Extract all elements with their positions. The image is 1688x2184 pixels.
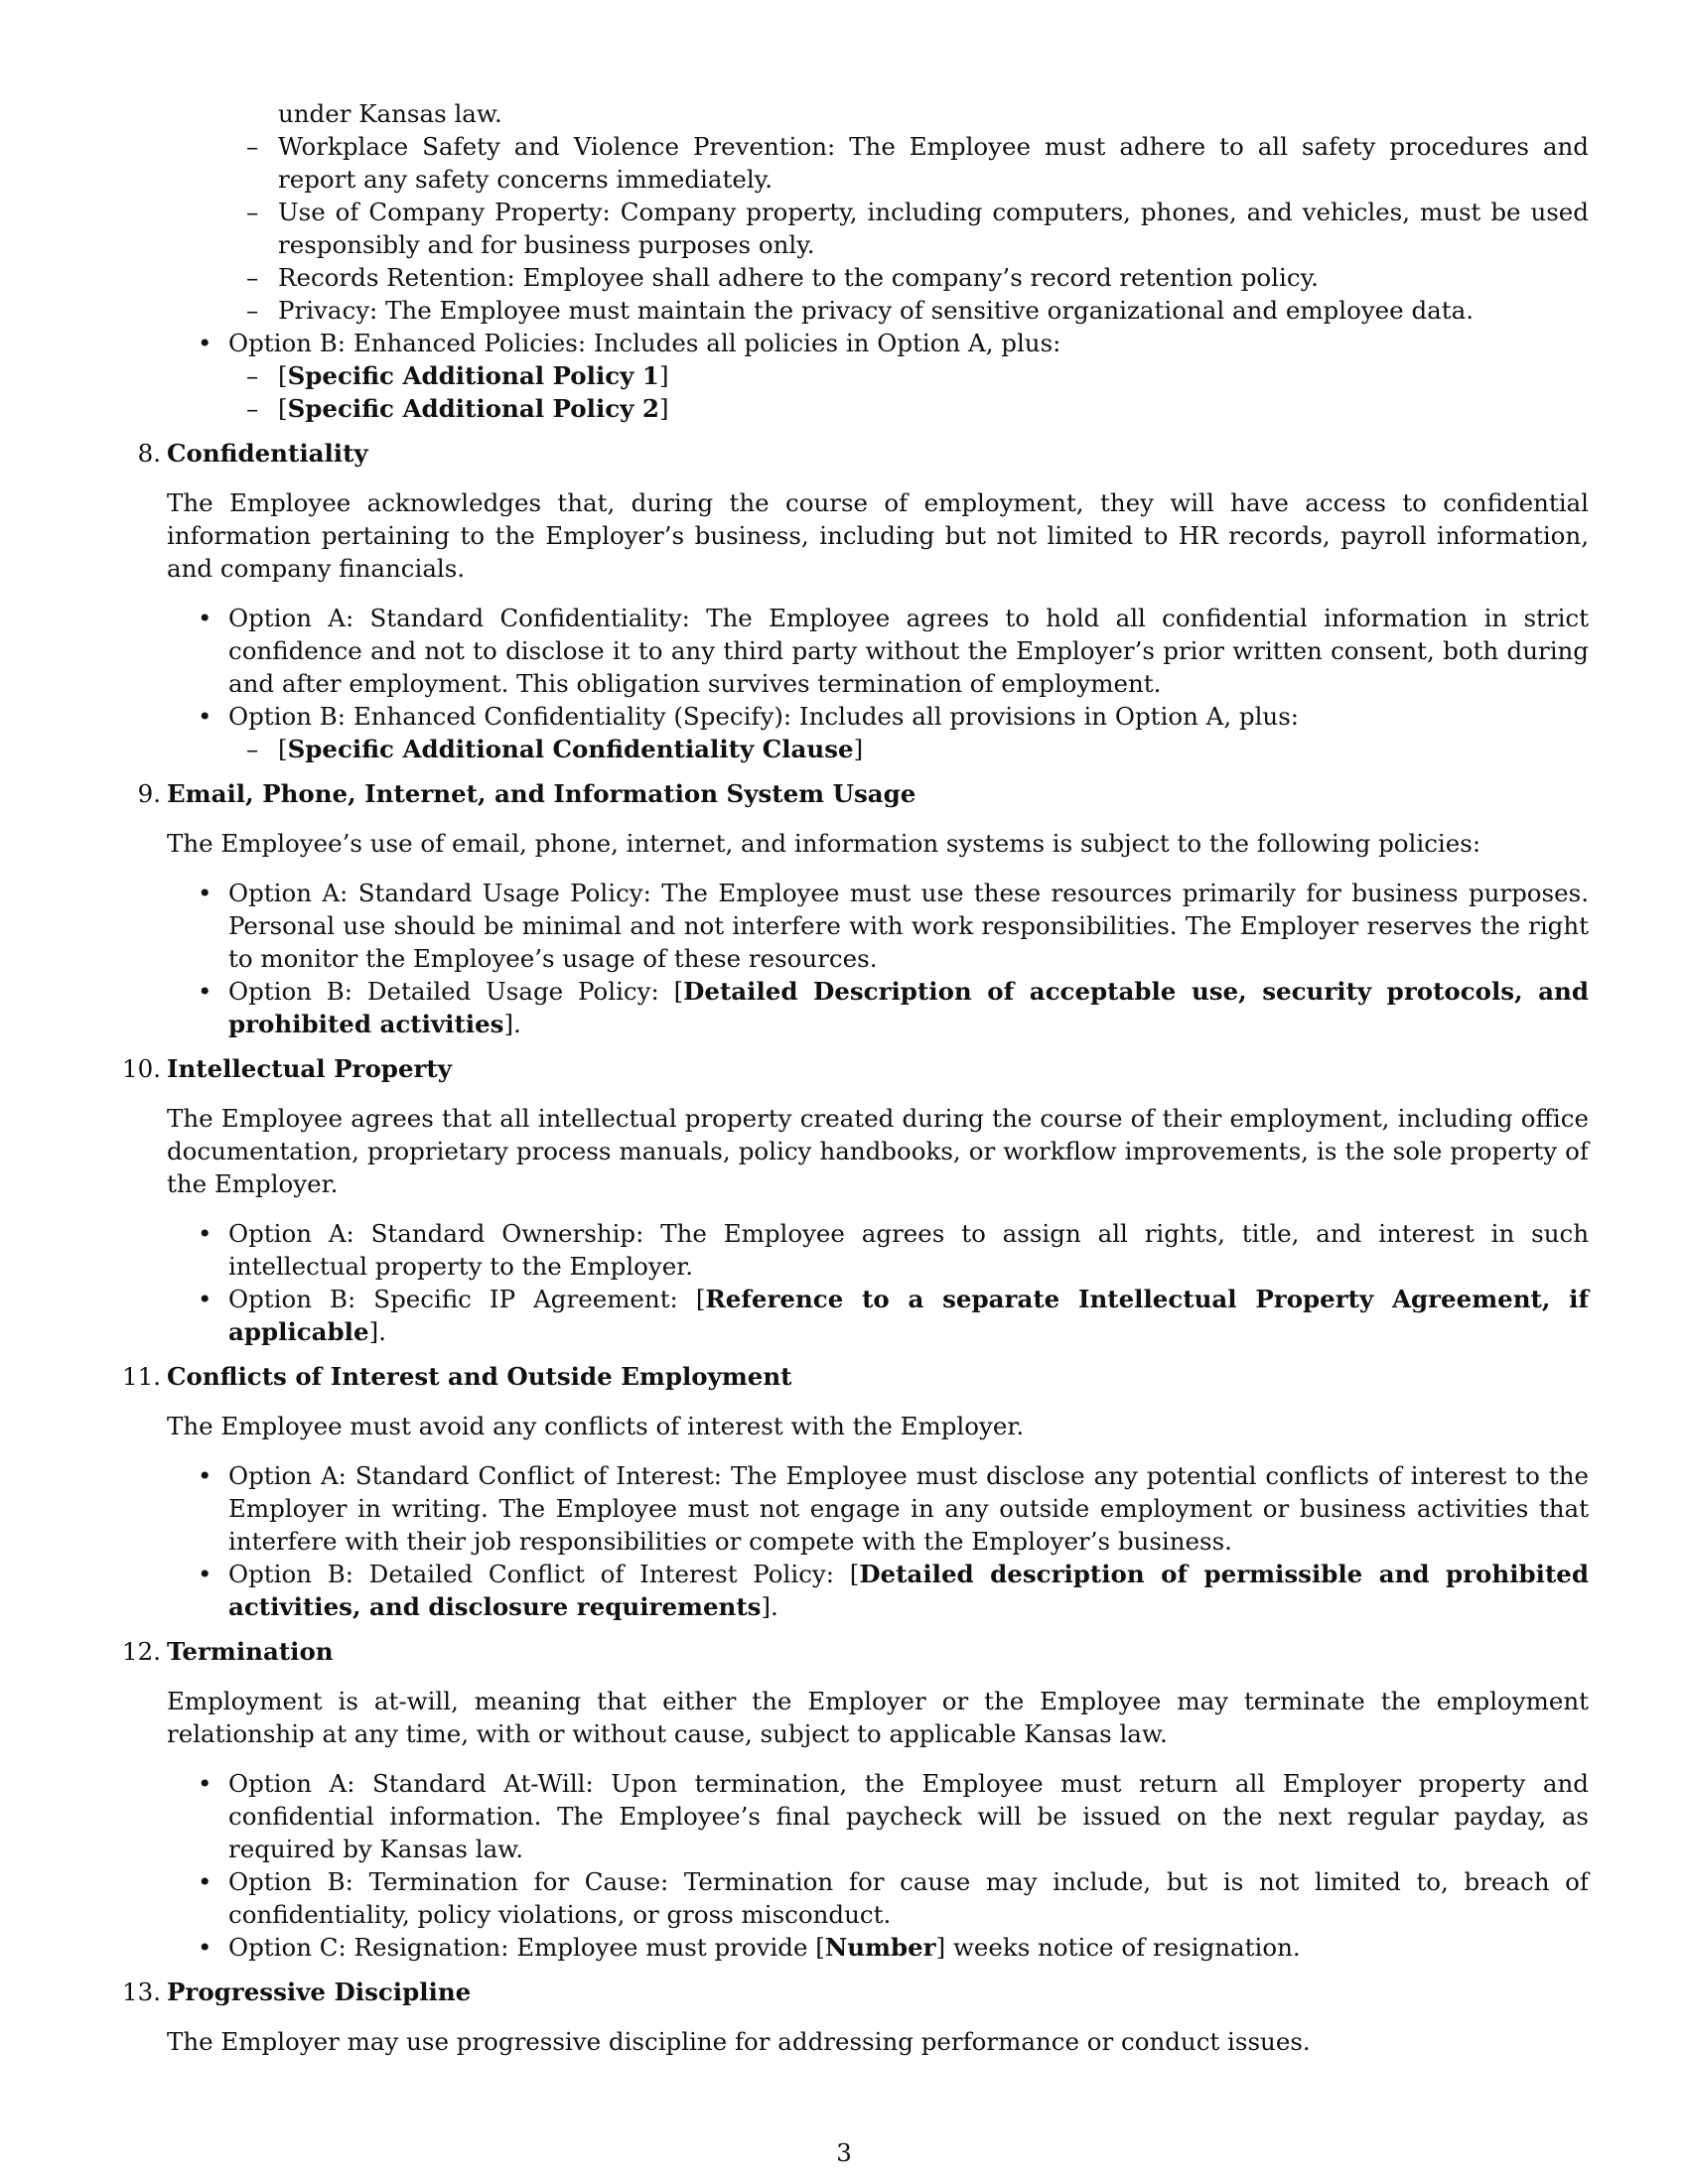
- dash-marker: –: [246, 296, 259, 325]
- section-title: Progressive Discipline: [167, 1978, 472, 2006]
- section-intro: The Employee agrees that all intellectual property created during the course of their employment, including office documentation, proprietary process manuals, policy handbooks, or workflow improvements, is the sole property of the Employer.: [167, 1104, 1589, 1198]
- option-list: [167, 602, 1589, 765]
- bullet-marker: •: [198, 1867, 212, 1896]
- option-item: • Option A: Standard At-Will: Upon termination, the Employee must return all Employer property and confidential information. The Employee’s final paycheck will be issued on the next regular payday, as required by Kansas law.: [198, 1769, 1589, 1863]
- option-item: • Option C: Resignation: Employee must provide [Number] weeks notice of resignation.: [198, 1933, 1301, 1962]
- option-item: • Option B: Enhanced Policies: Includes all policies in Option A, plus:: [198, 329, 1061, 357]
- option-item: • Option B: Detailed Conflict of Interest Policy: [Detailed description of permissible and prohibited activities, and disclosure requirements].: [198, 1560, 1589, 1621]
- section-heading-intellectual-property: [122, 1052, 1589, 1085]
- continuation-first-line: under Kansas law.: [278, 99, 502, 128]
- option-item: • Option B: Enhanced Confidentiality (Specify): Includes all provisions in Option A, plus:: [198, 702, 1300, 731]
- dash-marker: –: [246, 361, 259, 390]
- section-title: Confidentiality: [167, 439, 368, 468]
- continuation-block: [167, 97, 1589, 425]
- bullet-marker: •: [198, 1285, 212, 1313]
- section-intro: Employment is at-will, meaning that either the Employer or the Employee may terminate the employment relationship at any time, with or without cause, subject to applicable Kansas law.: [167, 1687, 1589, 1748]
- page-number: 3: [836, 2138, 852, 2167]
- document-page: [122, 97, 1590, 2058]
- dash-marker: –: [246, 735, 259, 763]
- bullet-marker: •: [198, 1560, 212, 1588]
- bullet-marker: •: [198, 702, 212, 731]
- section-intro: The Employee must avoid any conflicts of interest with the Employer.: [167, 1412, 1025, 1440]
- option-item: • Option B: Specific IP Agreement: [Reference to a separate Intellectual Property Agreement, if applicable].: [198, 1285, 1590, 1346]
- section-intro: The Employer may use progressive discipline for addressing performance or conduct issues.: [167, 2027, 1311, 2056]
- section-title: Conflicts of Interest and Outside Employment: [167, 1362, 792, 1391]
- option-list: [167, 1217, 1589, 1348]
- section-heading-progressive-discipline: [122, 1976, 1589, 2008]
- dash-item: – [Specific Additional Policy 2]: [246, 394, 669, 423]
- option-item: • Option A: Standard Ownership: The Employee agrees to assign all rights, title, and interest in such intellectual property to the Employer.: [198, 1219, 1589, 1281]
- section-title: Intellectual Property: [167, 1054, 452, 1083]
- dash-marker: –: [246, 394, 259, 423]
- option-item: • Option A: Standard Conflict of Interest: The Employee must disclose any potential conflicts of interest to the Employer in writing. The Employee must not engage in any outside employment or business activities that interfere with their job responsibilities or compete with the Employer’s business.: [198, 1461, 1589, 1556]
- section-number: 8.: [137, 439, 161, 468]
- bullet-marker: •: [198, 1219, 212, 1248]
- option-item: • Option A: Standard Usage Policy: The Employee must use these resources primarily for business purposes. Personal use should be minimal and not interfere with work responsibilities. The Employer reserves the right to monitor the Employee’s usage of these resources.: [198, 879, 1589, 973]
- dash-item: – [Specific Additional Policy 1]: [246, 361, 669, 390]
- section-heading-conflicts-of-interest: [122, 1360, 1589, 1393]
- option-item: • Option A: Standard Confidentiality: The Employee agrees to hold all confidential information in strict confidence and not to disclose it to any third party without the Employer’s prior written consent, both during and after employment. This obligation survives termination of employment.: [198, 604, 1589, 698]
- bullet-marker: •: [198, 1769, 212, 1798]
- section-title: Termination: [167, 1637, 334, 1666]
- dash-item: – Privacy: The Employee must maintain the privacy of sensitive organizational and employee data.: [246, 296, 1474, 325]
- dash-item: – Records Retention: Employee shall adhere to the company’s record retention policy.: [246, 263, 1319, 292]
- dash-item: – Workplace Safety and Violence Prevention: The Employee must adhere to all safety procedures and report any safety concerns immediately.: [246, 132, 1589, 194]
- dash-item: – [Specific Additional Confidentiality Clause]: [246, 735, 864, 763]
- bullet-marker: •: [198, 879, 212, 907]
- option-item: • Option B: Termination for Cause: Termination for cause may include, but is not limited to, breach of confidentiality, policy violations, or gross misconduct.: [198, 1867, 1589, 1929]
- dash-marker: –: [246, 132, 259, 161]
- section-title: Email, Phone, Internet, and Information System Usage: [167, 779, 916, 808]
- bullet-marker: •: [198, 1933, 212, 1962]
- section-number: 11.: [122, 1362, 161, 1391]
- option-list: [167, 877, 1589, 1040]
- dash-marker: –: [246, 198, 259, 226]
- option-list: [167, 1767, 1589, 1964]
- section-number: 12.: [122, 1637, 161, 1666]
- section-heading-confidentiality: [137, 437, 1589, 470]
- section-number: 10.: [122, 1054, 161, 1083]
- option-item: • Option B: Detailed Usage Policy: [Detailed Description of acceptable use, security protocols, and prohibited activities].: [198, 977, 1589, 1038]
- bullet-marker: •: [198, 329, 212, 357]
- bullet-marker: •: [198, 1461, 212, 1490]
- section-intro: The Employee’s use of email, phone, internet, and information systems is subject to the following policies:: [167, 829, 1481, 858]
- option-list: [167, 1459, 1589, 1623]
- dash-item: – Use of Company Property: Company property, including computers, phones, and vehicles, must be used responsibly and for business purposes only.: [246, 198, 1589, 259]
- section-intro: The Employee acknowledges that, during the course of employment, they will have access to confidential information pertaining to the Employer’s business, including but not limited to HR records, payroll information, and company financials.: [167, 488, 1589, 583]
- section-heading-system-usage: [137, 777, 1589, 810]
- section-heading-termination: [122, 1635, 1589, 1668]
- dash-marker: –: [246, 263, 259, 292]
- bullet-marker: •: [198, 977, 212, 1006]
- section-number: 13.: [122, 1978, 161, 2006]
- section-number: 9.: [137, 779, 161, 808]
- bullet-marker: •: [198, 604, 212, 632]
